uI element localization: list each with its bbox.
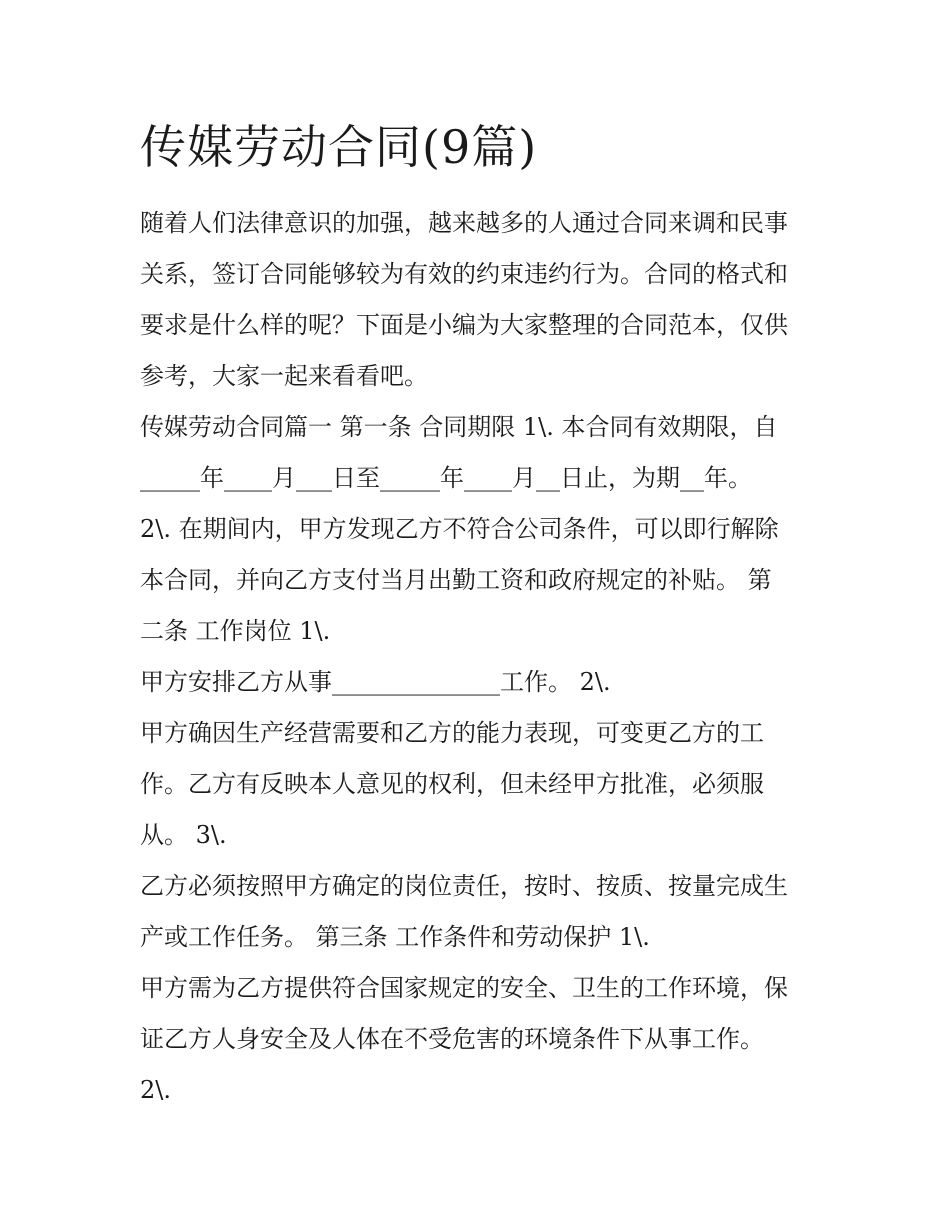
body-line: 作。乙方有反映本人意见的权利，但未经甲方批准，必须服 [140,770,764,798]
body-line: 产或工作任务。 第三条 工作条件和劳动保护 1\. [140,923,650,951]
body-line: 从。 3\. [140,821,227,849]
body-line: _____年____月___日至_____年____月__日止，为期__年。 [140,464,752,492]
document-body [140,198,820,1116]
body-line: 随着人们法律意识的加强，越来越多的人通过合同来调和民事 [140,209,788,237]
body-line: 本合同，并向乙方支付当月出勤工资和政府规定的补贴。 第 [140,566,772,594]
body-line: 传媒劳动合同篇一 第一条 合同期限 1\. 本合同有效期限，自 [140,413,778,441]
body-line: 乙方必须按照甲方确定的岗位责任，按时、按质、按量完成生 [140,872,788,900]
body-line: 甲方确因生产经营需要和乙方的能力表现，可变更乙方的工 [140,719,764,747]
body-line: 2\. [140,1076,171,1104]
body-line: 关系，签订合同能够较为有效的约束违约行为。合同的格式和 [140,260,788,288]
body-line: 参考，大家一起来看看吧。 [140,362,428,390]
body-line: 要求是什么样的呢？下面是小编为大家整理的合同范本，仅供 [140,311,788,339]
document-title: 传媒劳动合同(9篇) [140,120,538,174]
body-line: 二条 工作岗位 1\. [140,617,331,645]
body-line: 甲方安排乙方从事______________工作。 2\. [140,668,611,696]
body-line: 甲方需为乙方提供符合国家规定的安全、卫生的工作环境，保 [140,974,788,1002]
body-line: 证乙方人身安全及人体在不受危害的环境条件下从事工作。 [140,1025,764,1053]
body-line: 2\. 在期间内，甲方发现乙方不符合公司条件，可以即行解除 [140,515,779,543]
